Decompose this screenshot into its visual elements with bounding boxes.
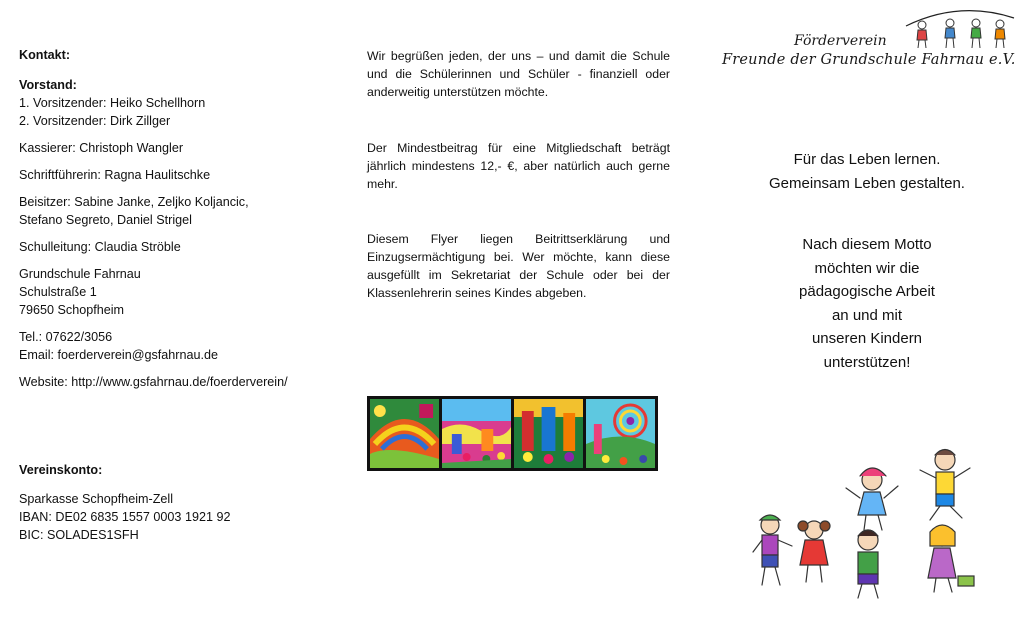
contact-column (19, 46, 339, 400)
account-heading: Vereinskonto: (19, 463, 103, 477)
board-heading: Vorstand: (19, 78, 77, 92)
address-line: Schulstraße 1 (19, 285, 97, 299)
iban: IBAN: DE02 6835 1557 0003 1921 92 (19, 510, 231, 524)
motto-line: Gemeinsam Leben gestalten. (769, 174, 965, 192)
motto-line: Nach diesem Motto (802, 236, 932, 253)
children-illustration (750, 440, 985, 600)
address-line: 79650 Schopfheim (19, 303, 125, 317)
enclosure-paragraph: Diesem Flyer liegen Beitrittserklärung und Einzugsermächtigung bei. Wer möchte, kann diese ausgefüllt im Sekretariat der Schule oder bei der Klassenlehrerin seines Kindes abgeben. (367, 232, 670, 300)
logo-children-icon (904, 8, 1016, 54)
bank-account-block (19, 461, 339, 554)
motto-line: unterstützen! (823, 353, 911, 371)
artwork-image (514, 399, 583, 468)
motto-line: möchten wir die (814, 259, 920, 277)
motto-slogan (722, 148, 1012, 195)
motto-line: an und mit (831, 306, 903, 324)
principal: Schulleitung: Claudia Ströble (19, 240, 181, 254)
motto-line: pädagogische Arbeit (799, 283, 935, 300)
children-artwork-strip (367, 396, 658, 471)
association-logo (722, 8, 1017, 78)
treasurer: Kassierer: Christoph Wangler (19, 141, 184, 155)
website-link[interactable]: Website: http://www.gsfahrnau.de/foerderverein/ (19, 375, 288, 389)
artwork-image (370, 399, 439, 468)
assessors-line-2: Stefano Segreto, Daniel Strigel (19, 213, 192, 227)
motto-statement (722, 233, 1012, 374)
motto-line: Für das Leben lernen. (793, 151, 941, 168)
artwork-image (586, 399, 655, 468)
phone: Tel.: 07622/3056 (19, 330, 113, 344)
chair-2: 2. Vorsitzender: Dirk Zillger (19, 114, 171, 128)
logo-title-small: Förderverein (794, 33, 887, 49)
motto-line: unseren Kindern (811, 330, 923, 347)
logo-title: Freunde der Grundschule Fahrnau e.V. (722, 52, 1016, 68)
assessors-line-1: Beisitzer: Sabine Janke, Zeljko Koljancic, (19, 195, 249, 209)
artwork-image (442, 399, 511, 468)
secretary: Schriftführerin: Ragna Haulitschke (19, 168, 211, 182)
school-address (19, 265, 339, 319)
bic: BIC: SOLADES1SFH (19, 528, 139, 542)
chair-1: 1. Vorsitzender: Heiko Schellhorn (19, 96, 206, 110)
membership-fee-paragraph: Der Mindestbeitrag für eine Mitgliedschaft beträgt jährlich mindestens 12,- €, aber natürlich auch gerne mehr. (367, 141, 670, 191)
address-line: Grundschule Fahrnau (19, 267, 141, 281)
contact-heading: Kontakt: (19, 48, 71, 62)
email-link[interactable]: Email: foerderverein@gsfahrnau.de (19, 348, 218, 362)
welcome-paragraph: Wir begrüßen jeden, der uns – und damit die Schule und die Schülerinnen und Schüler - finanziell oder anderweitig unterstützen möchte. (367, 49, 670, 99)
bank-name: Sparkasse Schopfheim-Zell (19, 492, 173, 506)
